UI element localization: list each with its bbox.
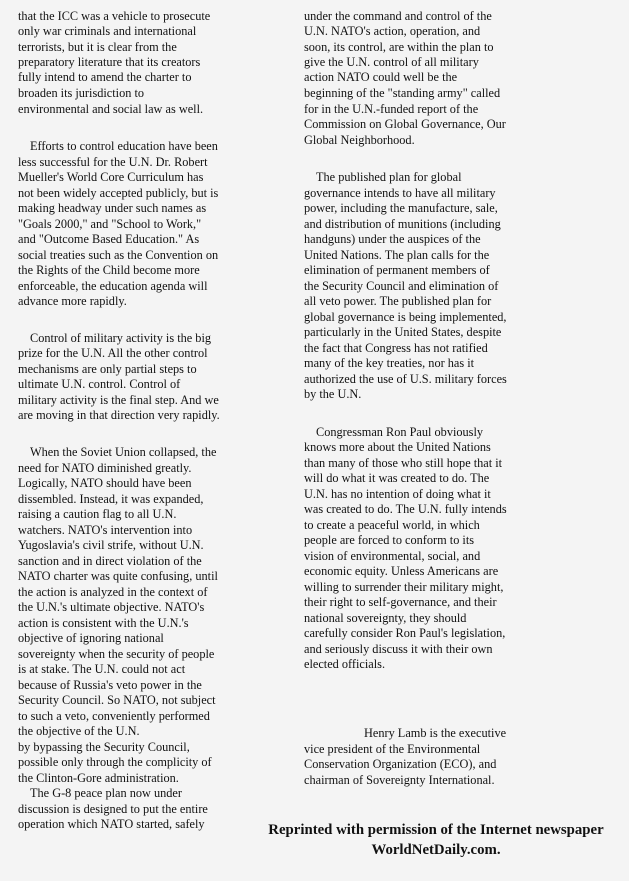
left-column-text-line: less successful for the U.N. Dr. Robert [18,155,208,169]
left-column-text-line: advance more rapidly. [18,294,127,308]
left-column-text-line: prize for the U.N. All the other control [18,346,208,360]
right-column-text-line: will do what it was created to do. The [304,471,490,485]
right-column-text-line: Global Neighborhood. [304,133,415,147]
left-column-text-line: and "Outcome Based Education." As [18,232,200,246]
right-column-text-line: than many of those who still hope that it [304,456,503,470]
left-column-text-line: Efforts to control education have been [30,139,218,153]
right-column-text-line: handguns) under the auspices of the [304,232,481,246]
right-column-text-line: economic equity. Unless Americans are [304,564,499,578]
right-column-text-line: give the U.N. control of all military [304,55,479,69]
left-column-text-line: are moving in that direction very rapidly. [18,408,220,422]
left-column-text-line: environmental and social law as well. [18,102,204,116]
right-column-text-line: Commission on Global Governance, Our [304,117,506,131]
right-column-text-line: particularly in the United States, despite [304,325,502,339]
left-column-text-line: operation which NATO started, safely [18,817,205,831]
reprint-notice-line-2: WorldNetDaily.com. [371,842,501,858]
right-column-text-line: soon, its control, are within the plan to [304,40,494,54]
right-column-text-line: U.N. has no intention of doing what it [304,487,491,501]
left-column-text-line: mechanisms are only partial steps to [18,362,197,376]
left-column-text-line: by bypassing the Security Council, [18,740,190,754]
right-column-text-line: for in the U.N.-funded report of the [304,102,479,116]
right-column-text-line: elimination of permanent members of [304,263,490,277]
left-column-text-line: action is consistent with the U.N.'s [18,616,189,630]
left-column-text-line: Control of military activity is the big [30,331,212,345]
right-column-text-line: and seriously discuss it with their own [304,642,493,656]
left-column-text-line: ultimate U.N. control. Control of [18,377,181,391]
right-column-text-line: the fact that Congress has not ratified [304,341,488,355]
right-column-text-line: national sovereignty, they should [304,611,467,625]
left-column-text-line: to such a veto, conveniently performed [18,709,210,723]
left-column-text-line: Logically, NATO should have been [18,476,192,490]
left-column-text-line: the action is analyzed in the context of [18,585,208,599]
left-column-text-line: is at stake. The U.N. could not act [18,662,186,676]
right-column-text-line: all veto power. The published plan for [304,294,492,308]
left-column-text-line: sovereignty when the security of people [18,647,215,661]
right-column-text-line: United Nations. The plan calls for the [304,248,490,262]
right-column-text-line: and distribution of munitions (including [304,217,501,231]
left-column-text-line: "Goals 2000," and "School to Work," [18,217,202,231]
left-column-text-line: raising a caution flag to all U.N. [18,507,177,521]
right-column-text-line: vice president of the Environmental [304,742,481,756]
left-column-text-line: Yugoslavia's civil strife, without U.N. [18,538,204,552]
left-column [18,0,268,881]
right-column-text-line: elected officials. [304,657,386,671]
right-column-text-line: The published plan for global [316,170,462,184]
reprint-notice-line-1: Reprinted with permission of the Internet newspaper [268,822,604,838]
right-column-text-line: was created to do. The U.N. fully intends [304,502,507,516]
right-column-text-line: U.N. NATO's action, operation, and [304,24,481,38]
left-column-text-line: enforceable, the education agenda will [18,279,208,293]
right-column-text-line: power, including the manufacture, sale, [304,201,498,215]
left-column-text-line: dissembled. Instead, it was expanded, [18,492,204,506]
left-column-text-line: because of Russia's veto power in the [18,678,202,692]
left-column-text-line: objective of ignoring national [18,631,164,645]
left-column-text-line: military activity is the final step. And we [18,393,219,407]
left-column-text-line: the U.N.'s ultimate objective. NATO's [18,600,205,614]
left-column-text-line: sanction and in direct violation of the [18,554,202,568]
left-column-text-line: broaden its jurisdiction to [18,86,145,100]
left-column-text-line: watchers. NATO's intervention into [18,523,193,537]
right-column-text-line: carefully consider Ron Paul's legislation, [304,626,506,640]
right-column-text-line: beginning of the "standing army" called [304,86,501,100]
left-column-text-line: Mueller's World Core Curriculum has [18,170,204,184]
right-column-text-line: by the U.N. [304,387,362,401]
right-column-text-line: action NATO could well be the [304,70,458,84]
right-column-text-line: to create a peaceful world, in which [304,518,480,532]
right-column-text-line: authorized the use of U.S. military forces [304,372,507,386]
right-column-text-line: knows more about the United Nations [304,440,491,454]
right-column [304,0,548,881]
reprint-notice [263,820,609,860]
left-column-text-line: that the ICC was a vehicle to prosecute [18,9,211,23]
left-column-text-line: NATO charter was quite confusing, until [18,569,218,583]
right-column-text-line: people are forced to conform to its [304,533,475,547]
right-column-text-line: chairman of Sovereignty International. [304,773,495,787]
right-column-text-line: Conservation Organization (ECO), and [304,757,497,771]
left-column-text-line: terrorists, but it is clear from the [18,40,177,54]
left-column-text-line: making headway under such names as [18,201,207,215]
left-column-text-line: The G-8 peace plan now under [30,786,182,800]
right-column-text-line: many of the key treaties, nor has it [304,356,475,370]
right-column-text-line: willing to surrender their military might, [304,580,504,594]
left-column-text-line: social treaties such as the Convention on [18,248,219,262]
left-column-text-line: only war criminals and international [18,24,197,38]
right-column-text-line: Henry Lamb is the executive [364,726,507,740]
left-column-text-line: the Clinton-Gore administration. [18,771,179,785]
right-column-text-line: vision of environmental, social, and [304,549,481,563]
left-column-text-line: the objective of the U.N. [18,724,140,738]
left-column-text-line: need for NATO diminished greatly. [18,461,192,475]
left-column-text-line: possible only through the complicity of [18,755,212,769]
left-column-text-line: discussion is designed to put the entire [18,802,208,816]
left-column-text-line: When the Soviet Union collapsed, the [30,445,217,459]
left-column-text-line: preparatory literature that its creators [18,55,201,69]
left-column-text-line: not been widely accepted publicly, but is [18,186,219,200]
right-column-text-line: Congressman Ron Paul obviously [316,425,484,439]
right-column-text-line: under the command and control of the [304,9,492,23]
left-column-text-line: Security Council. So NATO, not subject [18,693,216,707]
left-column-text-line: fully intend to amend the charter to [18,70,192,84]
left-column-text-line: the Rights of the Child become more [18,263,200,277]
right-column-text-line: governance intends to have all military [304,186,496,200]
right-column-text-line: global governance is being implemented, [304,310,507,324]
right-column-text-line: the Security Council and elimination of [304,279,499,293]
right-column-text-line: their right to self-governance, and their [304,595,497,609]
